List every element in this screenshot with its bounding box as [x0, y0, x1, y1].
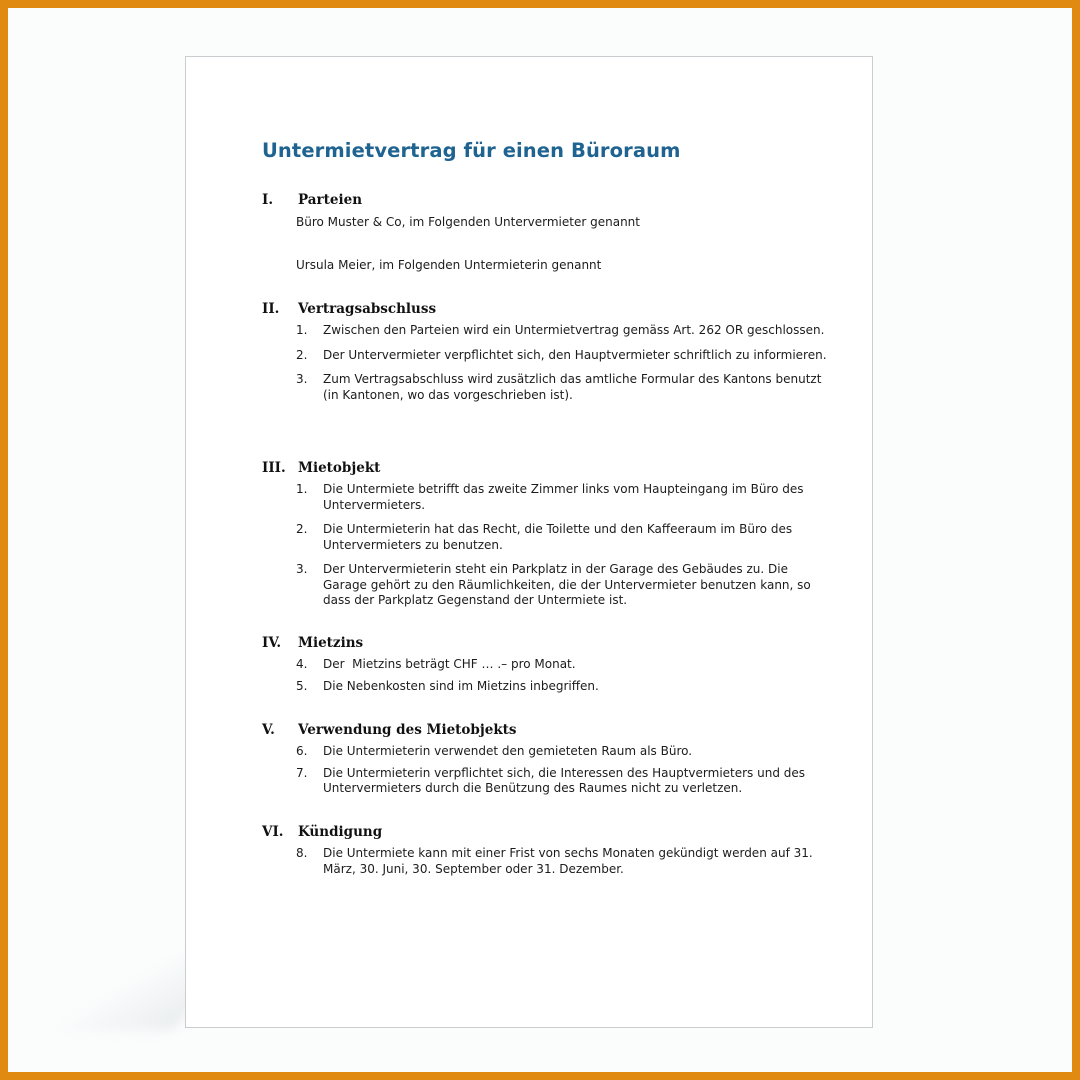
section-heading: [262, 635, 832, 653]
section-title: Mietobjekt: [298, 460, 381, 476]
section-item-list: [262, 846, 832, 877]
list-item: [262, 657, 832, 673]
item-text: Die Untermieterin hat das Recht, die Toilette und den Kaffeeraum im Büro des Untervermieters zu benutzen.: [323, 522, 793, 552]
item-text: Die Untermieterin verwendet den gemieteten Raum als Büro.: [323, 744, 693, 758]
list-item: [262, 522, 832, 553]
section-item-list: [262, 657, 832, 694]
section-number: II.: [262, 301, 280, 317]
item-text: Die Nebenkosten sind im Mietzins inbegriffen.: [323, 678, 599, 693]
document-title: Untermietvertrag für einen Büroraum: [262, 139, 681, 162]
section-parteien: [262, 192, 832, 282]
item-number: 3.: [296, 562, 308, 576]
section-title: Mietzins: [298, 635, 364, 651]
list-item: [262, 323, 832, 339]
section-heading: [262, 301, 832, 319]
section-number: VI.: [262, 824, 284, 840]
section-heading: [262, 824, 832, 842]
item-text: Die Untermiete kann mit einer Frist von sechs Monaten gekündigt werden auf 31. März, 30. Juni, 30. September oder 31. Dezember.: [323, 846, 813, 876]
party-untervermieter: Büro Muster & Co, im Folgenden Untervermieter genannt: [296, 215, 640, 229]
list-item: [262, 562, 832, 609]
section-number: V.: [262, 722, 275, 738]
list-item: [262, 482, 832, 513]
section-item-list: [262, 744, 832, 797]
section-vertragsabschluss: [262, 301, 832, 412]
list-item: [262, 372, 832, 403]
section-number: III.: [262, 460, 286, 476]
section-mietobjekt: [262, 460, 832, 618]
section-heading: [262, 192, 832, 210]
section-number: I.: [262, 192, 274, 208]
section-verwendung: [262, 722, 832, 806]
section-title: Verwendung des Mietobjekts: [298, 722, 517, 738]
list-item: [262, 744, 832, 760]
item-number: 3.: [296, 372, 308, 386]
document-page: [185, 56, 873, 1028]
item-text: Die Untermieterin verpflichtet sich, die Interessen des Hauptvermieters und des Untervermieters durch die Benützung des Raumes nicht zu verletzen.: [323, 765, 806, 795]
item-number: 4.: [296, 657, 308, 671]
item-number: 7.: [296, 765, 308, 780]
section-title: Vertragsabschluss: [298, 301, 437, 317]
section-heading: [262, 460, 832, 478]
list-item: [262, 846, 832, 877]
item-text: Der Untervermieter verpflichtet sich, den Hauptvermieter schriftlich zu informieren.: [323, 347, 827, 362]
item-text: Der Untervermieterin steht ein Parkplatz in der Garage des Gebäudes zu. Die Garage gehört zu den Räumlichkeiten, die der Untervermieter benutzen kann, so dass der Parkplatz Gegenstand der Untermiete ist.: [323, 562, 811, 607]
section-item-list: [262, 482, 832, 609]
item-number: 2.: [296, 522, 308, 536]
section-heading: [262, 722, 832, 740]
item-number: 6.: [296, 744, 308, 758]
party-untermieterin: Ursula Meier, im Folgenden Untermieterin genannt: [296, 258, 602, 272]
item-number: 1.: [296, 482, 308, 496]
item-text: Zwischen den Parteien wird ein Untermietvertrag gemäss Art. 262 OR geschlossen.: [323, 323, 825, 337]
item-text: Der Mietzins beträgt CHF … .– pro Monat.: [323, 657, 576, 671]
item-number: 8.: [296, 846, 308, 860]
section-kuendigung: [262, 824, 832, 886]
item-number: 5.: [296, 678, 308, 693]
item-text: Zum Vertragsabschluss wird zusätzlich das amtliche Formular des Kantons benutzt (in Kantonen, wo das vorgeschrieben ist).: [323, 372, 822, 402]
item-number: 2.: [296, 347, 308, 362]
list-item: [262, 679, 832, 695]
section-number: IV.: [262, 635, 282, 651]
item-text: Die Untermiete betrifft das zweite Zimmer links vom Haupteingang im Büro des Untervermieters.: [323, 482, 804, 512]
section-title: Parteien: [298, 192, 363, 208]
item-number: 1.: [296, 323, 308, 337]
section-mietzins: [262, 635, 832, 703]
section-item-list: [262, 323, 832, 403]
list-item: [262, 348, 832, 364]
section-title: Kündigung: [298, 824, 383, 840]
list-item: [262, 766, 832, 797]
